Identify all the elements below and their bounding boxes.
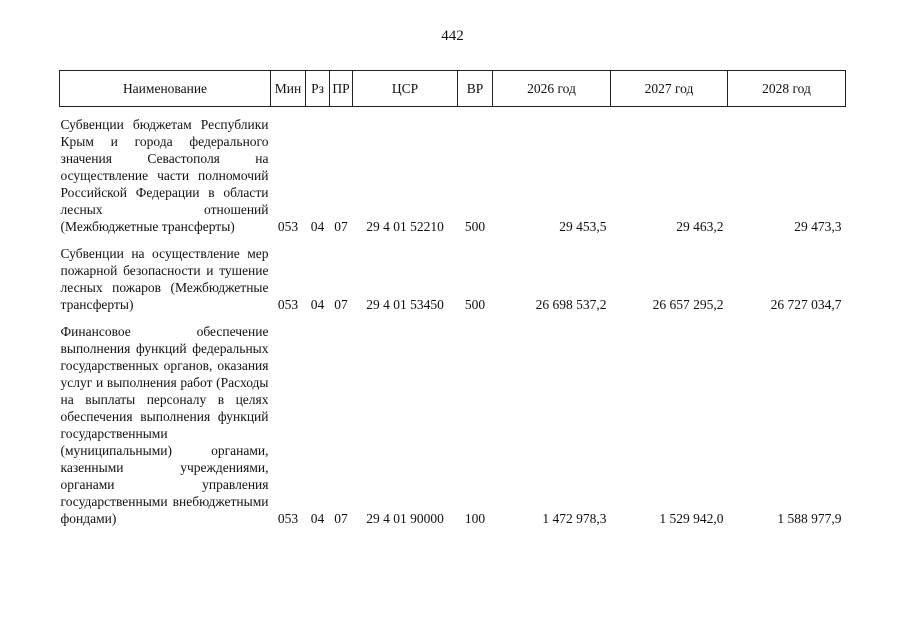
row-vr: 500: [464, 297, 486, 312]
row-2028: 29 473,3: [794, 219, 842, 234]
row-vr: 500: [464, 219, 486, 234]
row-rz: 04: [310, 511, 325, 526]
table-row: [60, 237, 846, 315]
table-row: [60, 315, 846, 529]
row-pr: 07: [334, 511, 348, 526]
row-2027: 29 463,2: [676, 219, 724, 234]
row-vr: 100: [464, 511, 486, 526]
row-rz: 04: [310, 219, 325, 234]
row-2026: 1 472 978,3: [542, 511, 607, 526]
row-csr: 29 4 01 52210: [366, 219, 444, 234]
row-pr: 07: [334, 219, 348, 234]
row-csr: 29 4 01 53450: [366, 297, 444, 312]
row-min: 053: [277, 219, 299, 234]
budget-table: [59, 70, 846, 529]
row-2027: 26 657 295,2: [652, 297, 724, 312]
header-2027: 2027 год: [611, 71, 728, 107]
row-min: 053: [277, 297, 299, 312]
header-rz: Рз: [306, 71, 330, 107]
header-csr: ЦСР: [353, 71, 458, 107]
row-rz: 04: [310, 297, 325, 312]
row-csr: 29 4 01 90000: [366, 511, 444, 526]
row-2027: 1 529 942,0: [659, 511, 724, 526]
header-2028: 2028 год: [728, 71, 846, 107]
header-min: Мин: [271, 71, 306, 107]
header-vr: ВР: [458, 71, 493, 107]
row-min: 053: [277, 511, 299, 526]
row-name: Субвенции бюджетам Республики Крым и города федерального значения Севастополя на осуществление части полномочий Российской Федерации в области лесных отношений (Межбюджетные трансферты): [60, 117, 269, 234]
header-pr: ПР: [330, 71, 353, 107]
header-name: Наименование: [60, 71, 271, 107]
table-row: [60, 107, 846, 238]
row-2028: 1 588 977,9: [777, 511, 842, 526]
row-2026: 26 698 537,2: [535, 297, 607, 312]
row-2026: 29 453,5: [559, 219, 607, 234]
row-name: Субвенции на осуществление мер пожарной безопасности и тушение лесных пожаров (Межбюджетные трансферты): [60, 246, 269, 312]
page-number: 442: [441, 28, 464, 44]
row-pr: 07: [334, 297, 348, 312]
row-2028: 26 727 034,7: [770, 297, 842, 312]
header-2026: 2026 год: [493, 71, 611, 107]
row-name: Финансовое обеспечение выполнения функций федеральных государственных органов, оказания услуг и выполнения работ (Расходы на выплаты персоналу в целях обеспечения выполнения функций государственными (муниципальными) органами, казенными учреждениями, органами управления государственными внебюджетными фондами): [60, 324, 269, 526]
table-header-row: [60, 71, 846, 107]
